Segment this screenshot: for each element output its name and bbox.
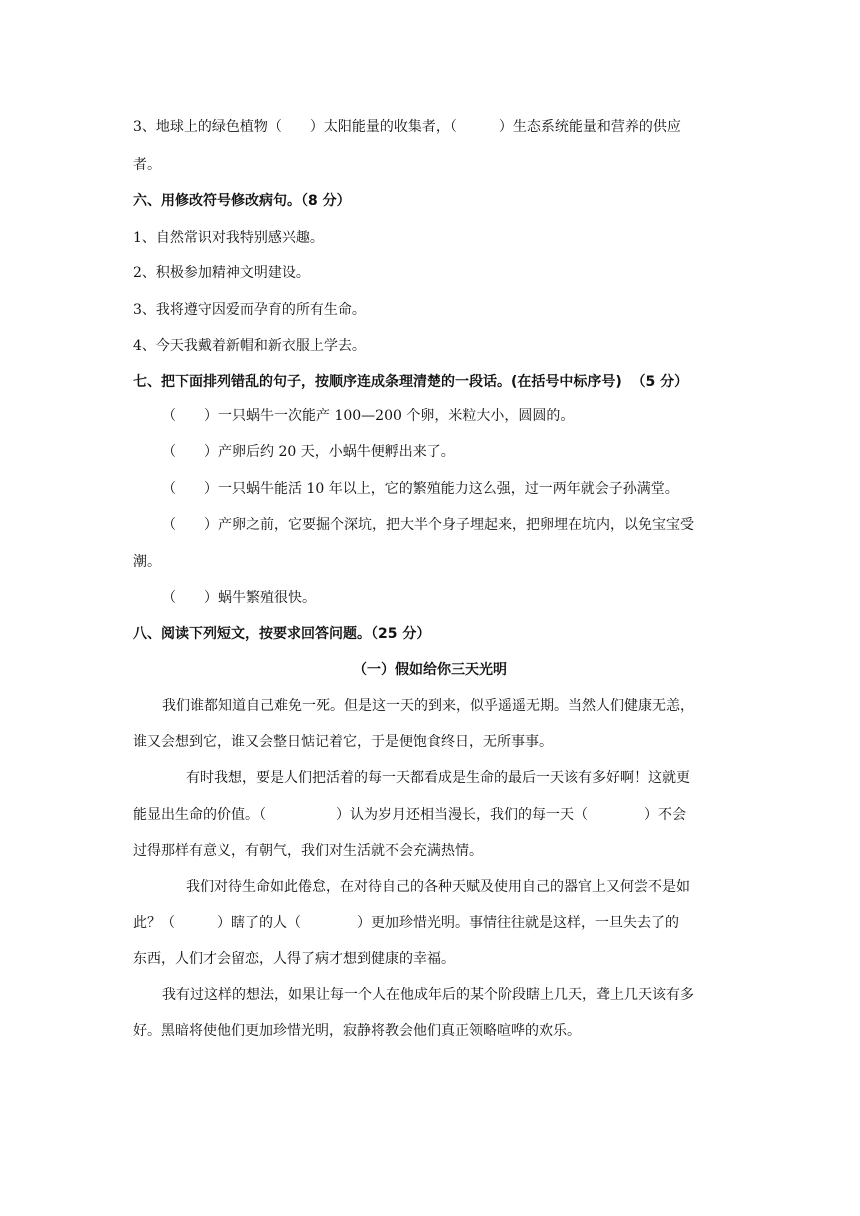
passage-line-2: 谁又会想到它，谁又会整日惦记着它，于是便饱食终日，无所事事。 bbox=[133, 734, 553, 750]
passage-line-1: 我们谁都知道自己难免一死。但是这一天的到来，似乎遥遥无期。当然人们健康无恙， bbox=[162, 698, 694, 714]
section7-item-2: （ ）产卵后约 20 天，小蜗牛便孵出来了。 bbox=[162, 444, 455, 460]
passage-line-8: 东西，人们才会留恋，人得了病才想到健康的幸福。 bbox=[133, 951, 455, 967]
passage-line-4: 能显出生命的价值。（ ）认为岁月还相当漫长，我们的每一天（ ）不会 bbox=[133, 807, 686, 823]
passage-line-10: 好。黑暗将使他们更加珍惜光明，寂静将教会他们真正领略喧哗的欢乐。 bbox=[133, 1023, 581, 1039]
q5-item3-line1: 3、地球上的绿色植物（ ）太阳能量的收集者，（ ）生态系统能量和营养的供应 bbox=[133, 119, 681, 135]
q5-item3-line2: 者。 bbox=[133, 157, 161, 173]
section7-item-3: （ ）一只蜗牛能活 10 年以上，它的繁殖能力这么强，过一两年就会子孙满堂。 bbox=[162, 481, 679, 497]
section7-item-1: （ ）一只蜗牛一次能产 100—200 个卵，米粒大小，圆圆的。 bbox=[162, 408, 575, 424]
section7-item-4-cont: 潮。 bbox=[133, 554, 161, 570]
section6-item-3: 3、我将遵守因爱而孕育的所有生命。 bbox=[133, 302, 366, 318]
section7-item-5: （ ）蜗牛繁殖很快。 bbox=[162, 590, 316, 606]
passage-line-9: 我有过这样的想法，如果让每一个人在他成年后的某个阶段瞎上几天，聋上几天该有多 bbox=[162, 987, 694, 1003]
section6-item-1: 1、自然常识对我特别感兴趣。 bbox=[133, 230, 324, 246]
section6-item-2: 2、积极参加精神文明建设。 bbox=[133, 265, 310, 281]
passage-line-3: 有时我想，要是人们把活着的每一天都看成是生命的最后一天该有多好啊！这就更 bbox=[186, 770, 690, 786]
passage-line-7: 此？（ ）瞎了的人（ ）更加珍惜光明。事情往往就是这样，一旦失去了的 bbox=[133, 915, 679, 931]
section8-heading: 八、阅读下列短文，按要求回答问题。（25 分） bbox=[133, 626, 431, 642]
section6-item-4: 4、今天我戴着新帽和新衣服上学去。 bbox=[133, 338, 366, 354]
section7-item-4: （ ）产卵之前，它要掘个深坑，把大半个身子埋起来，把卵埋在坑内，以免宝宝受 bbox=[162, 517, 694, 533]
section7-heading: 七、把下面排列错乱的句子，按顺序连成条理清楚的一段话。(在括号中标序号) （5 分） bbox=[133, 374, 689, 390]
section6-heading: 六、用修改符号修改病句。（8 分） bbox=[133, 193, 351, 209]
passage-line-5: 过得那样有意义，有朝气，我们对生活就不会充满热情。 bbox=[133, 843, 483, 859]
passage-line-6: 我们对待生命如此倦怠，在对待自己的各种天赋及使用自己的器官上又何尝不是如 bbox=[186, 879, 690, 895]
passage-title: （一）假如给你三天光明 bbox=[353, 662, 507, 678]
